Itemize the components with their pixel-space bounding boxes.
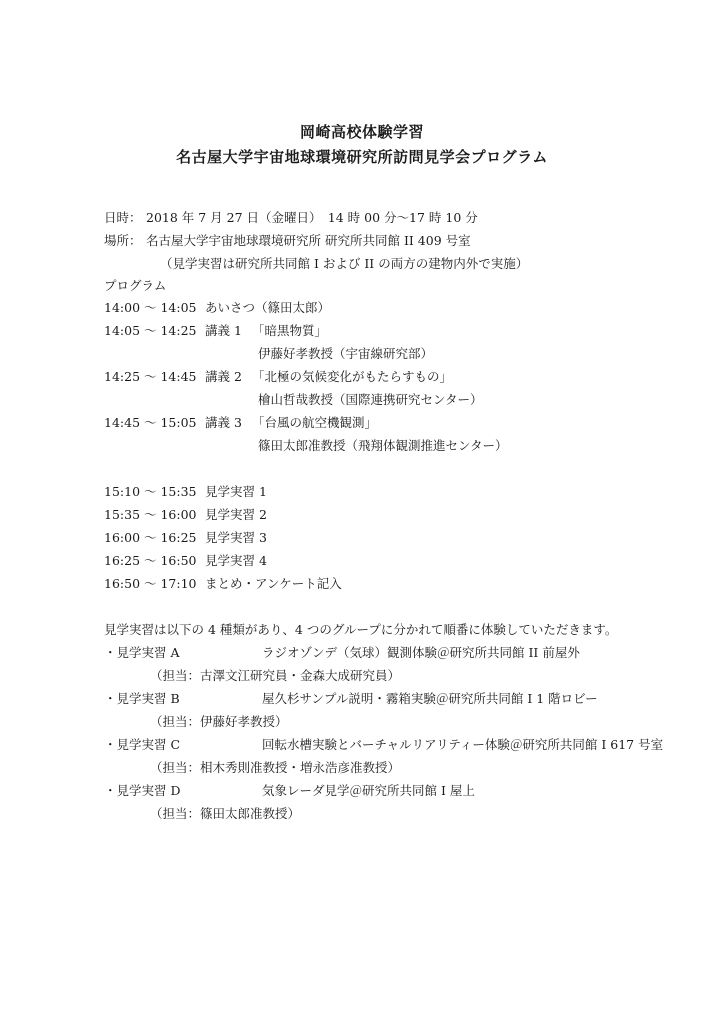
tour-activity: 気象レーダ見学＠研究所共同館 I 屋上 [262, 783, 475, 798]
session-label: 見学実習 3 [205, 530, 267, 545]
program-speaker: 檜山哲哉教授（国際連携研究センター） [258, 392, 483, 407]
tour-name: ・見学実習 D [104, 783, 181, 798]
session-time: 15:10 ～ 15:35 [104, 484, 197, 499]
date-value: 2018 年 7 月 27 日（金曜日） 14 時 00 分～17 時 10 分 [146, 210, 478, 225]
session-time: 16:25 ～ 16:50 [104, 553, 197, 568]
tour-staff: （担当：古澤文江研究員・金森大成研究員） [150, 668, 401, 683]
program-label: あいさつ（篠田太郎） [205, 300, 331, 315]
session-time: 16:50 ～ 17:10 [104, 576, 197, 591]
tour-name: ・見学実習 C [104, 737, 181, 752]
program-title: 「北極の気候変化がもたらすもの」 [252, 369, 453, 384]
program-time: 14:25 ～ 14:45 [104, 369, 197, 384]
program-time: 14:00 ～ 14:05 [104, 300, 197, 315]
program-speaker: 篠田太郎准教授（飛翔体観測推進センター） [258, 438, 508, 453]
tour-staff: （担当：相木秀則准教授・増永浩彦准教授） [150, 760, 401, 775]
program-label: 講義 3 [205, 415, 242, 430]
program-label: 講義 1 [205, 323, 242, 338]
place-note: （見学実習は研究所共同館 I および II の両方の建物内外で実施） [160, 256, 529, 271]
program-speaker: 伊藤好孝教授（宇宙線研究部） [258, 346, 434, 361]
program-label: 講義 2 [205, 369, 242, 384]
tour-name: ・見学実習 A [104, 645, 180, 660]
tour-staff: （担当：篠田太郎准教授） [150, 806, 301, 821]
session-time: 15:35 ～ 16:00 [104, 507, 197, 522]
title-line-2: 名古屋大学宇宙地球環境研究所訪問見学会プログラム [176, 148, 548, 166]
program-title: 「暗黒物質」 [252, 323, 328, 338]
place-value: 名古屋大学宇宙地球環境研究所 研究所共同館 II 409 号室 [146, 233, 471, 248]
tour-name: ・見学実習 B [104, 691, 180, 706]
tour-activity: 屋久杉サンプル説明・霧箱実験＠研究所共同館 I 1 階ロビー [262, 691, 598, 706]
date-label: 日時： [104, 210, 142, 225]
tour-activity: ラジオゾンデ（気球）観測体験＠研究所共同館 II 前屋外 [262, 645, 580, 660]
session-time: 16:00 ～ 16:25 [104, 530, 197, 545]
session-label: まとめ・アンケート記入 [205, 576, 342, 591]
program-title: 「台風の航空機観測」 [252, 415, 378, 430]
program-heading: プログラム [104, 278, 167, 293]
session-label: 見学実習 2 [205, 507, 267, 522]
tours-intro: 見学実習は以下の 4 種類があり、4 つのグループに分かれて順番に体験していただきます。 [104, 622, 618, 637]
title-line-1: 岡崎高校体験学習 [299, 123, 424, 141]
session-label: 見学実習 1 [205, 484, 267, 499]
program-time: 14:05 ～ 14:25 [104, 323, 197, 338]
program-time: 14:45 ～ 15:05 [104, 415, 197, 430]
session-label: 見学実習 4 [205, 553, 267, 568]
tour-staff: （担当：伊藤好孝教授） [150, 714, 288, 729]
place-label: 場所： [104, 233, 142, 248]
tour-activity: 回転水槽実験とバーチャルリアリティー体験＠研究所共同館 I 617 号室 [262, 737, 664, 752]
